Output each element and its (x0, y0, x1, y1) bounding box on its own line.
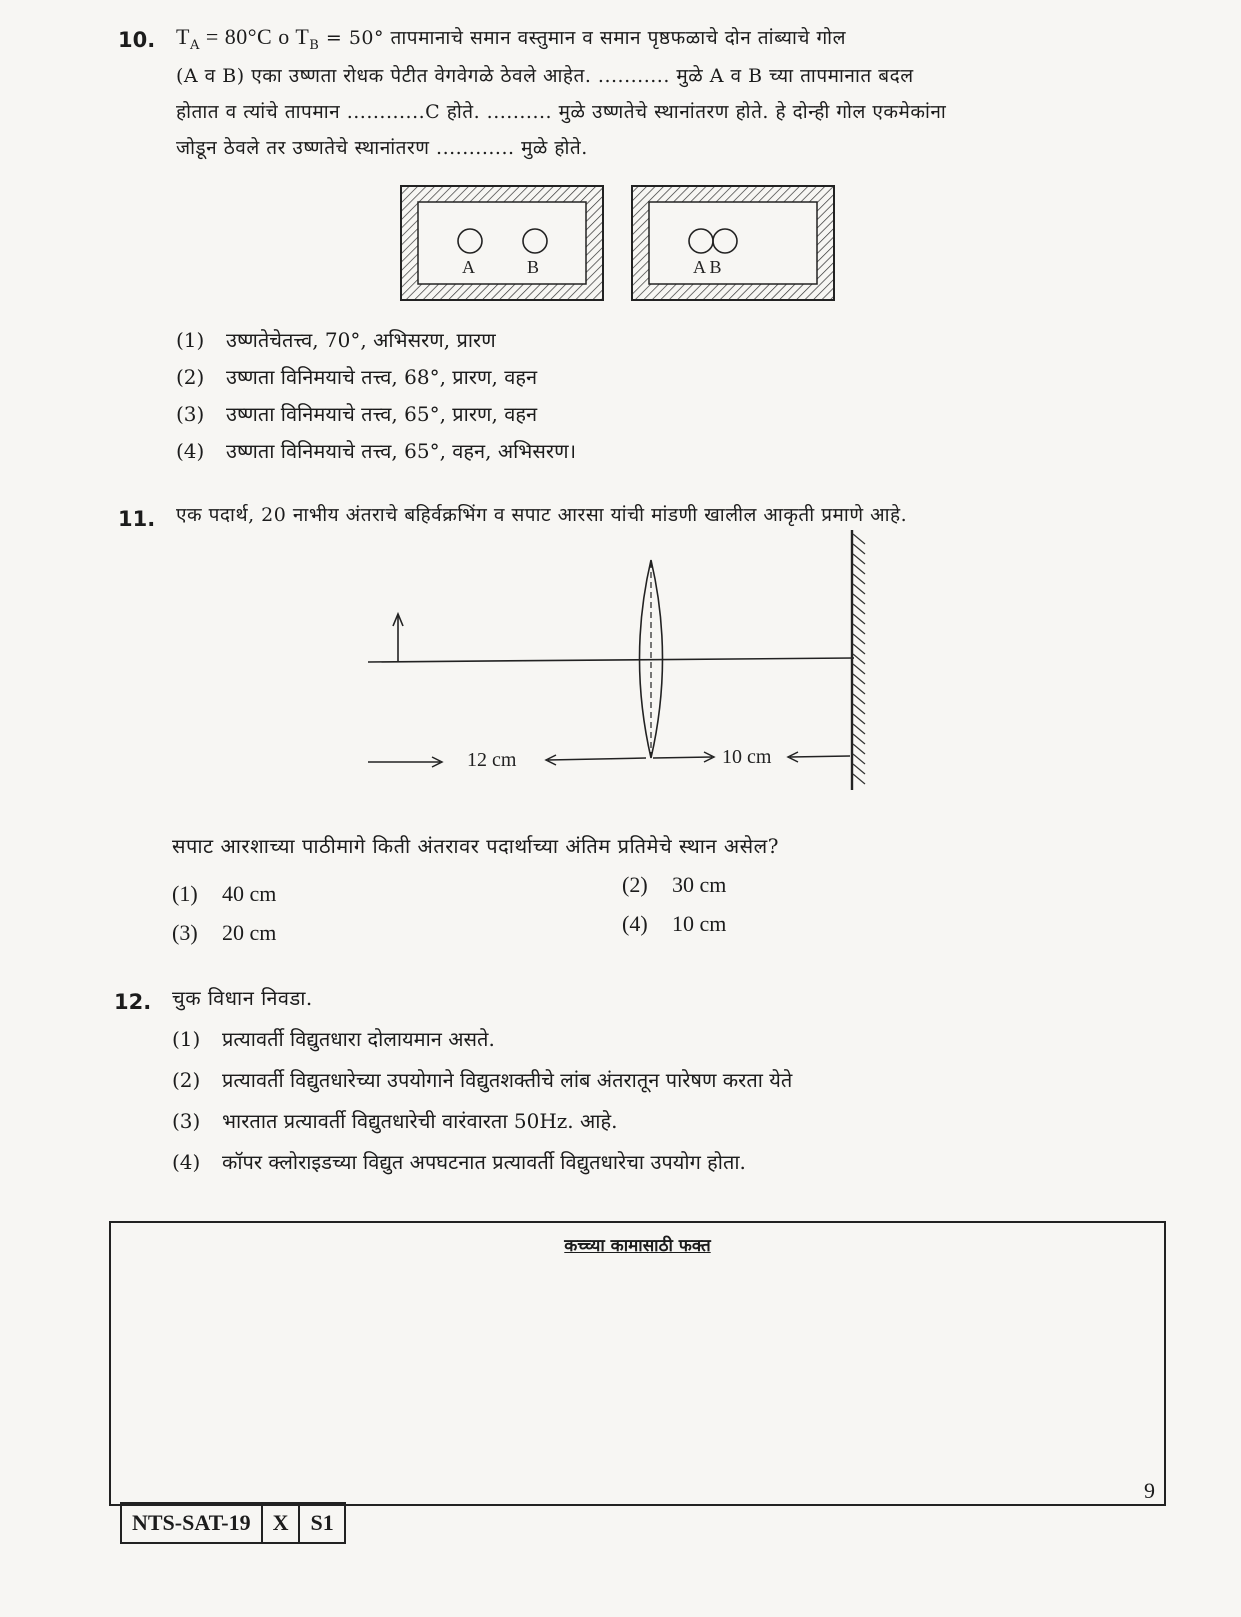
q10-option-1: (1) उष्णतेचेतत्त्व, 70°, अभिसरण, प्रारण (176, 328, 496, 352)
question-12-line-1: चुक विधान निवडा. (172, 986, 313, 1010)
q10-option-3: (3) उष्णता विनिमयाचे तत्त्व, 65°, प्रारण, वहन (176, 402, 538, 426)
insulated-boxes-figure (396, 182, 846, 306)
question-10-line-2: (A व B) एका उष्णता रोधक पेटीत वेगवेगळे ठेवले आहेत. ........... मुळे A व B च्या तापमानात बदल (176, 65, 914, 87)
rough-work-box (109, 1221, 1166, 1506)
distance-10cm-label: 10 cm (722, 746, 772, 768)
paper-code-box (120, 1502, 346, 1544)
question-12-number: 12. (114, 990, 152, 1014)
sphere-b-label: B (527, 257, 540, 277)
plane-mirror (852, 530, 865, 790)
distance-12cm-label: 12 cm (467, 749, 517, 771)
question-10-line-1: $T_A = 80^\circ C$ o $T_B = 50^\circ$ तापमानाचे समान वस्तुमान व समान पृष्ठफळाचे दोन तांब्याचे गोल (176, 24, 846, 53)
q11-option-3: (3) 20 cm (172, 920, 277, 945)
question-10-number: 10. (118, 28, 156, 52)
box-touching-spheres (632, 186, 834, 300)
q10-option-2: (2) उष्णता विनिमयाचे तत्त्व, 68°, प्रारण, वहन (176, 365, 538, 389)
q12-option-3: (3) भारतात प्रत्यावर्ती विद्युतधारेची वारंवारता 50Hz. आहे. (172, 1109, 618, 1133)
question-11-prompt: सपाट आरशाच्या पाठीमागे किती अंतरावर पदार्थाच्या अंतिम प्रतिमेचे स्थान असेल? (172, 834, 779, 858)
lens-mirror-figure (360, 528, 880, 798)
box-separate-spheres (401, 186, 603, 300)
q10-option-4: (4) उष्णता विनिमयाचे तत्त्व, 65°, वहन, अभिसरण। (176, 439, 577, 463)
question-11-line-1: एक पदार्थ, 20 नाभीय अंतराचे बहिर्वक्रभिंग व सपाट आरसा यांची मांडणी खालील आकृती प्रमाणे आहे. (176, 504, 908, 526)
set-code: S1 (310, 1510, 334, 1535)
paper-code: NTS-SAT-19 (122, 1504, 263, 1542)
q12-option-4: (4) कॉपर क्लोराइडच्या विद्युत अपघटनात प्रत्यावर्ती विद्युतधारेचा उपयोग होता. (172, 1150, 746, 1174)
rough-work-title: कच्च्या कामासाठी फक्त (564, 1236, 711, 1256)
principal-axis (368, 658, 854, 662)
spheres-ab-label: A B (693, 257, 722, 277)
object-arrow (393, 614, 403, 662)
sphere-a-label: A (462, 257, 475, 277)
standard-code: X (263, 1504, 301, 1542)
question-10-line-3: होतात व त्यांचे तापमान ............C होते. .......... मुळे उष्णतेचे स्थानांतरण होते. हे दोन्ही गोल एकमेकांना (176, 101, 947, 123)
question-11-number: 11. (118, 507, 156, 531)
page-number: 9 (1144, 1478, 1155, 1503)
q11-option-1: (1) 40 cm (172, 881, 277, 906)
q12-option-1: (1) प्रत्यावर्ती विद्युतधारा दोलायमान असते. (172, 1027, 495, 1051)
q11-option-4: (4) 10 cm (622, 911, 727, 936)
question-10-line-4: जोडून ठेवले तर उष्णतेचे स्थानांतरण ............ मुळे होते. (176, 137, 588, 159)
q11-option-2: (2) 30 cm (622, 872, 727, 897)
q12-option-2: (2) प्रत्यावर्ती विद्युतधारेच्या उपयोगाने विद्युतशक्तीचे लांब अंतरातून पारेषण करता येते (172, 1068, 793, 1092)
